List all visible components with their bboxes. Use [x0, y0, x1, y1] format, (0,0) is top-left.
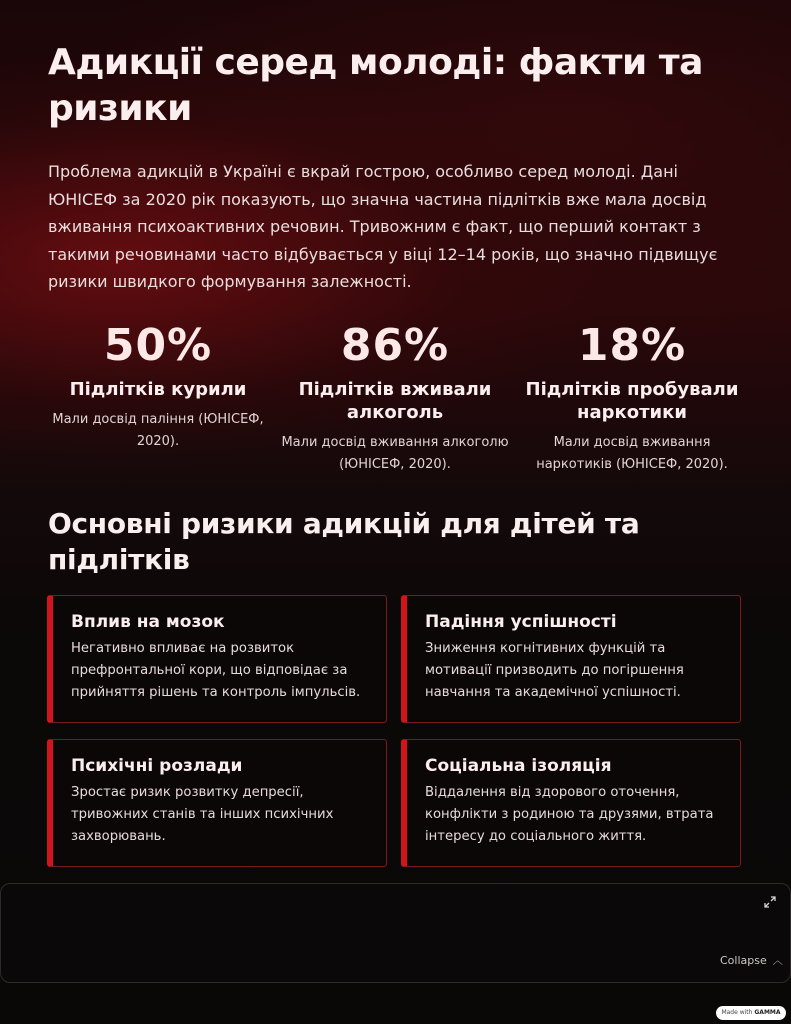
stat-smoking — [40, 318, 276, 453]
stat-description: Мали досвід вживання алкоголю (ЮНІСЕФ, 2020). — [281, 435, 509, 472]
stat-label: Підлітків вживали алкоголь — [298, 379, 492, 423]
collapse-label: Collapse — [720, 954, 767, 967]
risk-card-mental — [47, 739, 387, 867]
risk-card-title: Вплив на мозок — [71, 612, 225, 632]
stat-drugs — [514, 318, 750, 476]
stat-value: 18% — [577, 320, 687, 371]
intro-paragraph: Проблема адикцій в Україні є вкрай гострою, особливо серед молоді. Дані ЮНІСЕФ за 2020 рік показують, що значна частина підлітків вже мала досвід вживання психоактивних речовин. Тривожним є факт, що перший контакт з такими речовинами часто відбувається у віці 12–14 років, що значно підвищує ризики швидкого формування залежності. — [48, 162, 718, 291]
page-title: Адикції серед молоді: факти та ризики — [48, 42, 703, 129]
risk-card-title: Соціальна ізоляція — [425, 756, 612, 776]
risk-card-brain — [47, 595, 387, 723]
stat-value: 86% — [340, 320, 450, 371]
made-with-badge[interactable] — [716, 1006, 786, 1020]
badge-prefix: Made with — [721, 1009, 753, 1016]
risk-card-text: Зниження когнітивних функцій та мотивації призводить до погіршення навчання та академічної успішності. — [425, 641, 684, 700]
badge-brand: GAMMA — [754, 1009, 781, 1016]
stat-value: 50% — [103, 320, 213, 371]
risk-card-title: Падіння успішності — [425, 612, 617, 632]
risk-card-performance — [401, 595, 741, 723]
stat-label: Підлітків пробували наркотики — [525, 379, 739, 423]
risk-card-social — [401, 739, 741, 867]
risk-card-text: Негативно впливає на розвиток префронтальної кори, що відповідає за прийняття рішень та контроль імпульсів. — [71, 641, 361, 700]
risks-heading: Основні ризики адикцій для дітей та підлітків — [48, 507, 640, 576]
risk-card-text: Зростає ризик розвитку депресії, тривожних станів та інших психічних захворювань. — [71, 785, 334, 844]
stat-alcohol — [277, 318, 513, 476]
stat-description: Мали досвід паління (ЮНІСЕФ, 2020). — [52, 412, 264, 449]
chevron-up-icon: ︿ — [772, 956, 783, 967]
risk-card-text: Віддалення від здорового оточення, конфлікти з родиною та друзями, втрата інтересу до соціального життя. — [425, 785, 714, 844]
stat-description: Мали досвід вживання наркотиків (ЮНІСЕФ, 2020). — [536, 435, 728, 472]
bottom-panel — [0, 883, 791, 983]
stat-label: Підлітків курили — [69, 379, 247, 400]
risk-card-title: Психічні розлади — [71, 756, 243, 776]
collapse-button[interactable] — [720, 953, 783, 970]
expand-icon[interactable] — [763, 895, 777, 909]
